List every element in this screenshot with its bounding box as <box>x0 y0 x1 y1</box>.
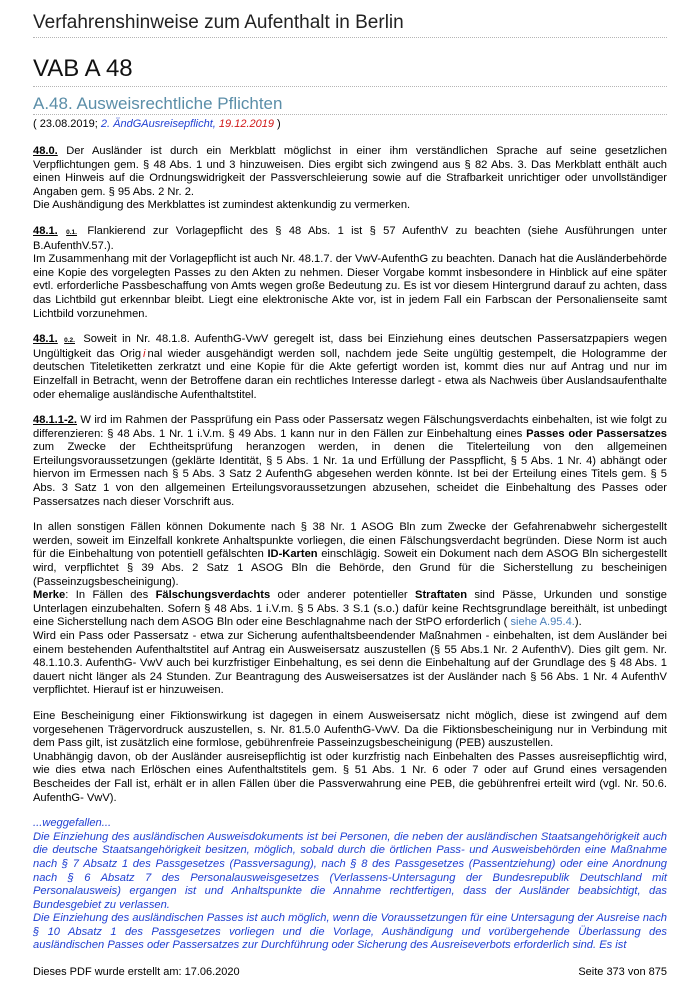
paragraph-48-0-note: Die Aushändigung des Merkblattes ist zumindest aktenkundig zu vermerken. <box>33 199 411 212</box>
paragraph-text: : In Fällen des <box>65 589 156 602</box>
paragraph-text: einschlägig. Soweit ein Dokument nach dem ASOG Bln sichergestellt wird, verpflichtet § 39 Abs. 2 Satz 1 ASOG Bln die Behörde, den Grund für die Sicherstellung zu bescheinigen (Passeinzugsbescheinigung). <box>33 548 667 588</box>
document-content <box>33 145 667 953</box>
version-meta <box>33 118 281 130</box>
footer-created-date: Dieses PDF wurde erstellt am: 17.06.2020 <box>33 966 240 978</box>
emphasis: Fälschungsverdachts <box>155 589 271 602</box>
section-number: 48.1. <box>33 333 58 346</box>
divider <box>33 86 667 87</box>
paragraph-text: oder anderer potentieller <box>270 589 416 602</box>
paragraph-text: nal wieder ausgehändigt werden soll, nachdem jede Seite ungültig gestempelt, die Hologramme der deutschen Titeletiketten zerkratzt und eine Kopie für die Akte gefertigt worden ist, kommt dies nur auf Antrag und nur im Einzelfall in Betracht, wenn der Betroffene daran ein rechtliches Interesse darlegt - etwa als Nachweis über Auslandsaufenthalte oder ehemalige ausländische Aufenthaltstitel. <box>33 347 667 401</box>
doc-title: VAB A 48 <box>33 55 133 82</box>
meta-close: ) <box>277 118 281 130</box>
paragraph-fiktion: Eine Bescheinigung einer Fiktionswirkung ist dagegen in einem Ausweisersatz nicht möglich, diese ist zwingend auf dem vorgesehenen Trägervordruck auszustellen, s. Nr. 81.5.0 AufenthG-VwV. Da die Fiktionsbescheinigung nur in Verbindung mit dem Pass gilt, ist zusätzlich eine formlose, gebührenfreie Passeinzugsbescheinigung (PEB) auszustellen. <box>33 709 667 750</box>
merke-label: Merke <box>33 589 66 602</box>
divider <box>33 37 667 38</box>
cursor-marker: i <box>143 347 146 360</box>
meta-open: ( 23.08.2019; <box>33 118 98 130</box>
divider <box>33 114 667 115</box>
paragraph-text: In allen sonstigen Fällen können Dokumente nach § 38 Nr. 1 ASOG Bln zum Zwecke der Gefahrenabwehr sichergestellt werden, soweit im Einzelfall konkrete Anhaltspunkte vorliegen, die einen Fälschungsverdacht begründen. Diese Norm ist auch für die Einbehaltung von potentiell gefälschten <box>33 521 667 561</box>
site-title: Verfahrenshinweise zum Aufenthalt in Berlin <box>33 12 404 33</box>
paragraph-48-0 <box>33 145 667 199</box>
emphasis: ID-Karten <box>267 548 318 561</box>
emphasis: Passes oder Passersatzes <box>526 427 667 440</box>
paragraph-text: W ird im Rahmen der Passprüfung ein Pass oder Passersatz wegen Fälschungsverdachts einbehalten, ist wie folgt zu differenzieren: § 48 Abs. 1 Nr. 1 i.V.m. § 49 Abs. 1 kann nur in den Fällen zur Einbehaltung eines <box>33 414 667 440</box>
weggefallen-label: ...weggefallen... <box>33 817 112 830</box>
paragraph-text: sind Pässe, Urkunden und sonstige Unterlagen einzubehalten. Sofern § 48 Abs. 1 i.V.m. § 5 Abs. 3 S.1 (s.o.) dafür keine Rechtsgrundlage bereithält, ist unbedingt eine Sicherstellung nach dem ASOG Bln oder eine Beschlagnahme nach der StPO erforderlich ( <box>33 589 667 629</box>
paragraph-text: Flankierend zur Vorlagepflicht des § 48 Abs. 1 ist § 57 AufenthV zu beachten (siehe Ausführungen unter B.AufenthV.57.). <box>33 224 667 252</box>
paragraph-48-1-0-1 <box>33 225 667 253</box>
section-number: 48.1. <box>33 224 58 237</box>
paragraph-48-1-1-2 <box>33 414 667 509</box>
emphasis: Straftaten <box>415 589 468 602</box>
section-number: 48.1.1-2. <box>33 414 77 427</box>
amendment-date: 19.12.2019 <box>218 118 274 130</box>
paragraph-text: Soweit in Nr. 48.1.8. AufenthG-VwV geregelt ist, dass bei Einziehung eines deutschen Passersatzpapiers wegen Ungültigkeit das Orig <box>33 333 667 360</box>
amendment-link[interactable]: 2. ÄndGAusreisepflicht, <box>100 118 216 130</box>
paragraph-peb: Unabhängig davon, ob der Ausländer ausreisepflichtig ist oder kurzfristig nach Einbehalten des Passes ausreisepflichtig wird, wie dies etwa nach Erlöschen eines Aufenthaltstitels gem. § 51 Abs. 1 Nr. 6 oder 7 oder auf Grund eines versagenden Bescheides der Fall ist, erhält er in allen Fällen über die Passverwahrung eine PEB, die gebührenfrei erteilt wird (vgl. Nr. 50.6. AufenthG- VwV). <box>33 750 667 804</box>
footer-page-number: Seite 373 von 875 <box>578 966 667 978</box>
section-number: 48.0. <box>33 145 58 157</box>
section-title: A.48. Ausweisrechtliche Pflichten <box>33 94 283 113</box>
paragraph-text: zum Zwecke der Echtheitsprüfung heranzogen werden, in denen die Titelerteilung von den allgemeinen Erteilungsvoraussetzungen (geklärte Identität, § 5 Abs. 1 Nr. 1a und Erfüllung der Passpflicht, § 5 Abs. 1 Nr. 4) abhängt oder hiervon im Ermessen nach § 5 Abs. 3 Satz 2 AufenthG abgesehen werden könnte. Ist bei der Erteilung eines Titels gem. § 5 Abs. 3 Satz 1 von den allgemeinen Erteilungsvoraussetzungen abzusehen, scheidet die Einbehaltung des Passes oder Passersatzes nach dieser Vorschrift aus. <box>33 441 667 508</box>
paragraph-ausweisersatz: Wird ein Pass oder Passersatz - etwa zur Sicherung aufenthaltsbeendender Maßnahmen - einbehalten, ist dem Ausländer bei einem bestehenden Aufenthaltstitel auf Antrag ein Ausweisersatz auszustellen (§ 55 Abs.1 Nr. 2 AufenthV). Dies gilt gem. Nr. 48.1.10.3. AufenthG- VwV auch bei kurzfristiger Einbehaltung, es sei denn die Einbehaltung auf der Grundlage des § 48 Abs. 1 dauert nicht länger als 24 Stunden. Zur Beantragung des Ausweisersatzes ist der Ausländer nach § 56 Abs. 1 Nr. 4 AufenthV verpflichtet. Hierauf ist er hinzuweisen. <box>33 630 667 697</box>
paragraph-other-cases <box>33 521 667 589</box>
paragraph-48-1-0-2 <box>33 333 667 402</box>
paragraph-48-1-0-1-cont: Im Zusammenhang mit der Vorlagepflicht ist auch Nr. 48.1.7. der VwV-AufenthG zu beachten. Danach hat die Ausländerbehörde eine Kopie des vorgelegten Passes zu den Akten zu nehmen. Dieser Vorgabe kommt insbesondere in Hinblick auf eine später evtl. erforderliche Passbeschaffung von Amts wegen große Bedeutung zu. Es ist vor diesem Hintergrund darauf zu achten, dass das Lichtbild gut erkennbar bleibt. Liegt eine elektronische Akte vor, ist in jedem Fall ein Farbscan der Personalienseite samt Lichtbild vorzunehmen. <box>33 253 667 320</box>
paragraph-text: Der Ausländer ist durch ein Merkblatt möglichst in einer ihm verständlichen Sprache auf seine gesetzlichen Verpflichtungen gem. § 48 Abs. 1 und 3 hinzuweisen. Dies ergibt sich zwingend aus § 82 Abs. 3. Das Merkblatt enthält auch einen Hinweis auf die Ordnungswidrigkeit der Passverschleierung sowie auf die Strafbarkeit unrichtiger oder unvollständiger Angaben gem. § 95 Abs. 2 Nr. 2. <box>33 145 667 198</box>
paragraph-einziehung-2: Die Einziehung des ausländischen Passes ist auch möglich, wenn die Voraussetzungen für eine Untersagung der Ausreise nach § 10 Absatz 1 des Passgesetzes vorliegen und die Vorlage, Aushändigung und vorübergehende Überlassung des ausländischen Passes oder Passersatzes zur Durchführung oder Sicherung des Ausreiseverbots erforderlich sind. Es ist <box>33 912 667 952</box>
subsection-number: 0.1. <box>66 228 77 236</box>
subsection-number: 0.2. <box>64 337 75 345</box>
cross-reference-link[interactable]: siehe A.95.4. <box>507 616 575 629</box>
paragraph-text: ). <box>574 616 582 629</box>
paragraph-einziehung-1: Die Einziehung des ausländischen Ausweisdokuments ist bei Personen, die neben der ausländischen Staatsangehörigkeit auch die deutsche Staatsangehörigkeit besitzen, möglich, sobald durch die örtlichen Pass- und Ausweisbehörden eine Maßnahme nach § 7 Absatz 1 des Passgesetzes (Passversagung), nach § 8 des Passgesetzes (Passentziehung) oder eine Anordnung nach § 6 Absatz 7 des Personalausweisgesetzes (Verlassens-Untersagung der Bundesrepublik Deutschland mit Personalausweis) ergangen ist und Anhaltspunkte die Annahme rechtfertigen, dass der Ausländer beabsichtigt, das Bundesgebiet zu verlassen. <box>33 830 667 911</box>
paragraph-merke <box>33 589 667 630</box>
